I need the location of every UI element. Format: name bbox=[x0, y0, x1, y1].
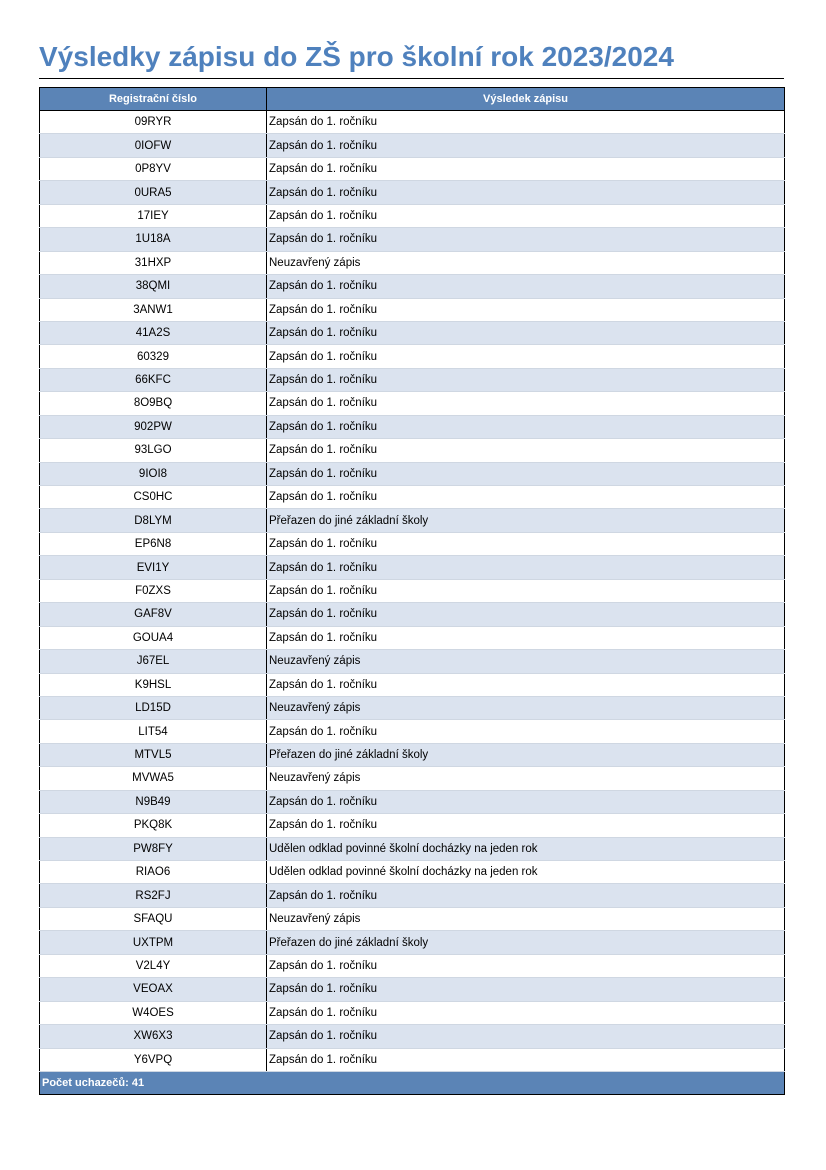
enrollment-result-cell: Zapsán do 1. ročníku bbox=[267, 579, 785, 602]
enrollment-result-cell: Zapsán do 1. ročníku bbox=[267, 321, 785, 344]
table-footer-row bbox=[40, 1071, 785, 1094]
enrollment-result-cell: Zapsán do 1. ročníku bbox=[267, 673, 785, 696]
table-row bbox=[40, 931, 785, 954]
enrollment-result-cell: Přeřazen do jiné základní školy bbox=[267, 743, 785, 766]
registration-number-cell: GOUA4 bbox=[40, 626, 267, 649]
column-header-registration-number: Registrační číslo bbox=[40, 88, 267, 111]
table-row bbox=[40, 1001, 785, 1024]
registration-number-cell: 41A2S bbox=[40, 321, 267, 344]
table-row bbox=[40, 298, 785, 321]
registration-number-cell: 31HXP bbox=[40, 251, 267, 274]
registration-number-cell: W4OES bbox=[40, 1001, 267, 1024]
enrollment-result-cell: Zapsán do 1. ročníku bbox=[267, 415, 785, 438]
enrollment-result-cell: Zapsán do 1. ročníku bbox=[267, 298, 785, 321]
enrollment-result-cell: Zapsán do 1. ročníku bbox=[267, 884, 785, 907]
table-row bbox=[40, 767, 785, 790]
table-row bbox=[40, 486, 785, 509]
enrollment-result-cell: Zapsán do 1. ročníku bbox=[267, 275, 785, 298]
table-row bbox=[40, 861, 785, 884]
registration-number-cell: 17IEY bbox=[40, 204, 267, 227]
registration-number-cell: RS2FJ bbox=[40, 884, 267, 907]
applicant-count: Počet uchazečů: 41 bbox=[40, 1071, 785, 1094]
registration-number-cell: 9IOI8 bbox=[40, 462, 267, 485]
registration-number-cell: D8LYM bbox=[40, 509, 267, 532]
registration-number-cell: 93LGO bbox=[40, 439, 267, 462]
table-row bbox=[40, 415, 785, 438]
enrollment-result-cell: Zapsán do 1. ročníku bbox=[267, 345, 785, 368]
registration-number-cell: 60329 bbox=[40, 345, 267, 368]
enrollment-result-cell: Udělen odklad povinné školní docházky na jeden rok bbox=[267, 861, 785, 884]
enrollment-result-cell: Zapsán do 1. ročníku bbox=[267, 978, 785, 1001]
registration-number-cell: 8O9BQ bbox=[40, 392, 267, 415]
registration-number-cell: UXTPM bbox=[40, 931, 267, 954]
enrollment-result-cell: Neuzavřený zápis bbox=[267, 696, 785, 719]
table-row bbox=[40, 907, 785, 930]
registration-number-cell: SFAQU bbox=[40, 907, 267, 930]
table-row bbox=[40, 392, 785, 415]
table-row bbox=[40, 743, 785, 766]
enrollment-result-cell: Zapsán do 1. ročníku bbox=[267, 392, 785, 415]
table-row bbox=[40, 228, 785, 251]
enrollment-result-cell: Neuzavřený zápis bbox=[267, 767, 785, 790]
table-row bbox=[40, 181, 785, 204]
enrollment-result-cell: Zapsán do 1. ročníku bbox=[267, 486, 785, 509]
table-row bbox=[40, 251, 785, 274]
enrollment-result-cell: Zapsán do 1. ročníku bbox=[267, 532, 785, 555]
registration-number-cell: RIAO6 bbox=[40, 861, 267, 884]
registration-number-cell: XW6X3 bbox=[40, 1025, 267, 1048]
enrollment-result-cell: Zapsán do 1. ročníku bbox=[267, 720, 785, 743]
registration-number-cell: MTVL5 bbox=[40, 743, 267, 766]
table-row bbox=[40, 556, 785, 579]
registration-number-cell: EP6N8 bbox=[40, 532, 267, 555]
table-row bbox=[40, 814, 785, 837]
enrollment-result-cell: Zapsán do 1. ročníku bbox=[267, 462, 785, 485]
registration-number-cell: N9B49 bbox=[40, 790, 267, 813]
page-title: Výsledky zápisu do ZŠ pro školní rok 2023/2024 bbox=[39, 41, 674, 72]
table-row bbox=[40, 532, 785, 555]
registration-number-cell: LD15D bbox=[40, 696, 267, 719]
enrollment-result-cell: Zapsán do 1. ročníku bbox=[267, 111, 785, 134]
registration-number-cell: EVI1Y bbox=[40, 556, 267, 579]
enrollment-result-cell: Zapsán do 1. ročníku bbox=[267, 204, 785, 227]
registration-number-cell: GAF8V bbox=[40, 603, 267, 626]
enrollment-result-cell: Zapsán do 1. ročníku bbox=[267, 790, 785, 813]
registration-number-cell: F0ZXS bbox=[40, 579, 267, 602]
enrollment-result-cell: Zapsán do 1. ročníku bbox=[267, 1048, 785, 1071]
registration-number-cell: 1U18A bbox=[40, 228, 267, 251]
table-header-row bbox=[40, 88, 785, 111]
table-row bbox=[40, 439, 785, 462]
registration-number-cell: Y6VPQ bbox=[40, 1048, 267, 1071]
registration-number-cell: VEOAX bbox=[40, 978, 267, 1001]
table-row bbox=[40, 368, 785, 391]
registration-number-cell: 902PW bbox=[40, 415, 267, 438]
table-row bbox=[40, 978, 785, 1001]
table-row bbox=[40, 1025, 785, 1048]
registration-number-cell: J67EL bbox=[40, 650, 267, 673]
enrollment-result-cell: Neuzavřený zápis bbox=[267, 650, 785, 673]
enrollment-result-cell: Zapsán do 1. ročníku bbox=[267, 157, 785, 180]
table-row bbox=[40, 603, 785, 626]
registration-number-cell: K9HSL bbox=[40, 673, 267, 696]
enrollment-result-cell: Zapsán do 1. ročníku bbox=[267, 134, 785, 157]
registration-number-cell: 66KFC bbox=[40, 368, 267, 391]
enrollment-result-cell: Zapsán do 1. ročníku bbox=[267, 368, 785, 391]
table-row bbox=[40, 321, 785, 344]
registration-number-cell: 0P8YV bbox=[40, 157, 267, 180]
table-row bbox=[40, 134, 785, 157]
enrollment-result-cell: Zapsán do 1. ročníku bbox=[267, 181, 785, 204]
enrollment-result-cell: Zapsán do 1. ročníku bbox=[267, 954, 785, 977]
table-row bbox=[40, 720, 785, 743]
results-table bbox=[39, 87, 785, 1095]
enrollment-result-cell: Zapsán do 1. ročníku bbox=[267, 603, 785, 626]
table-row bbox=[40, 650, 785, 673]
table-row bbox=[40, 884, 785, 907]
enrollment-result-cell: Zapsán do 1. ročníku bbox=[267, 556, 785, 579]
table-row bbox=[40, 1048, 785, 1071]
column-header-enrollment-result: Výsledek zápisu bbox=[267, 88, 785, 111]
enrollment-result-cell: Zapsán do 1. ročníku bbox=[267, 1025, 785, 1048]
table-row bbox=[40, 509, 785, 532]
registration-number-cell: MVWA5 bbox=[40, 767, 267, 790]
enrollment-result-cell: Neuzavřený zápis bbox=[267, 907, 785, 930]
enrollment-result-cell: Přeřazen do jiné základní školy bbox=[267, 931, 785, 954]
table-row bbox=[40, 345, 785, 368]
enrollment-result-cell: Udělen odklad povinné školní docházky na jeden rok bbox=[267, 837, 785, 860]
registration-number-cell: CS0HC bbox=[40, 486, 267, 509]
table-row bbox=[40, 626, 785, 649]
registration-number-cell: 0IOFW bbox=[40, 134, 267, 157]
table-row bbox=[40, 157, 785, 180]
enrollment-result-cell: Neuzavřený zápis bbox=[267, 251, 785, 274]
registration-number-cell: 09RYR bbox=[40, 111, 267, 134]
enrollment-result-cell: Zapsán do 1. ročníku bbox=[267, 1001, 785, 1024]
table-row bbox=[40, 790, 785, 813]
title-divider bbox=[39, 78, 784, 79]
table-row bbox=[40, 954, 785, 977]
table-row bbox=[40, 837, 785, 860]
registration-number-cell: 38QMI bbox=[40, 275, 267, 298]
registration-number-cell: 3ANW1 bbox=[40, 298, 267, 321]
registration-number-cell: PW8FY bbox=[40, 837, 267, 860]
enrollment-result-cell: Zapsán do 1. ročníku bbox=[267, 814, 785, 837]
enrollment-result-cell: Zapsán do 1. ročníku bbox=[267, 439, 785, 462]
table-row bbox=[40, 462, 785, 485]
enrollment-result-cell: Přeřazen do jiné základní školy bbox=[267, 509, 785, 532]
registration-number-cell: LIT54 bbox=[40, 720, 267, 743]
table-row bbox=[40, 579, 785, 602]
table-row bbox=[40, 204, 785, 227]
enrollment-result-cell: Zapsán do 1. ročníku bbox=[267, 228, 785, 251]
registration-number-cell: 0URA5 bbox=[40, 181, 267, 204]
registration-number-cell: V2L4Y bbox=[40, 954, 267, 977]
registration-number-cell: PKQ8K bbox=[40, 814, 267, 837]
table-row bbox=[40, 673, 785, 696]
table-row bbox=[40, 111, 785, 134]
table-row bbox=[40, 275, 785, 298]
enrollment-result-cell: Zapsán do 1. ročníku bbox=[267, 626, 785, 649]
table-row bbox=[40, 696, 785, 719]
table-body bbox=[40, 111, 785, 1072]
